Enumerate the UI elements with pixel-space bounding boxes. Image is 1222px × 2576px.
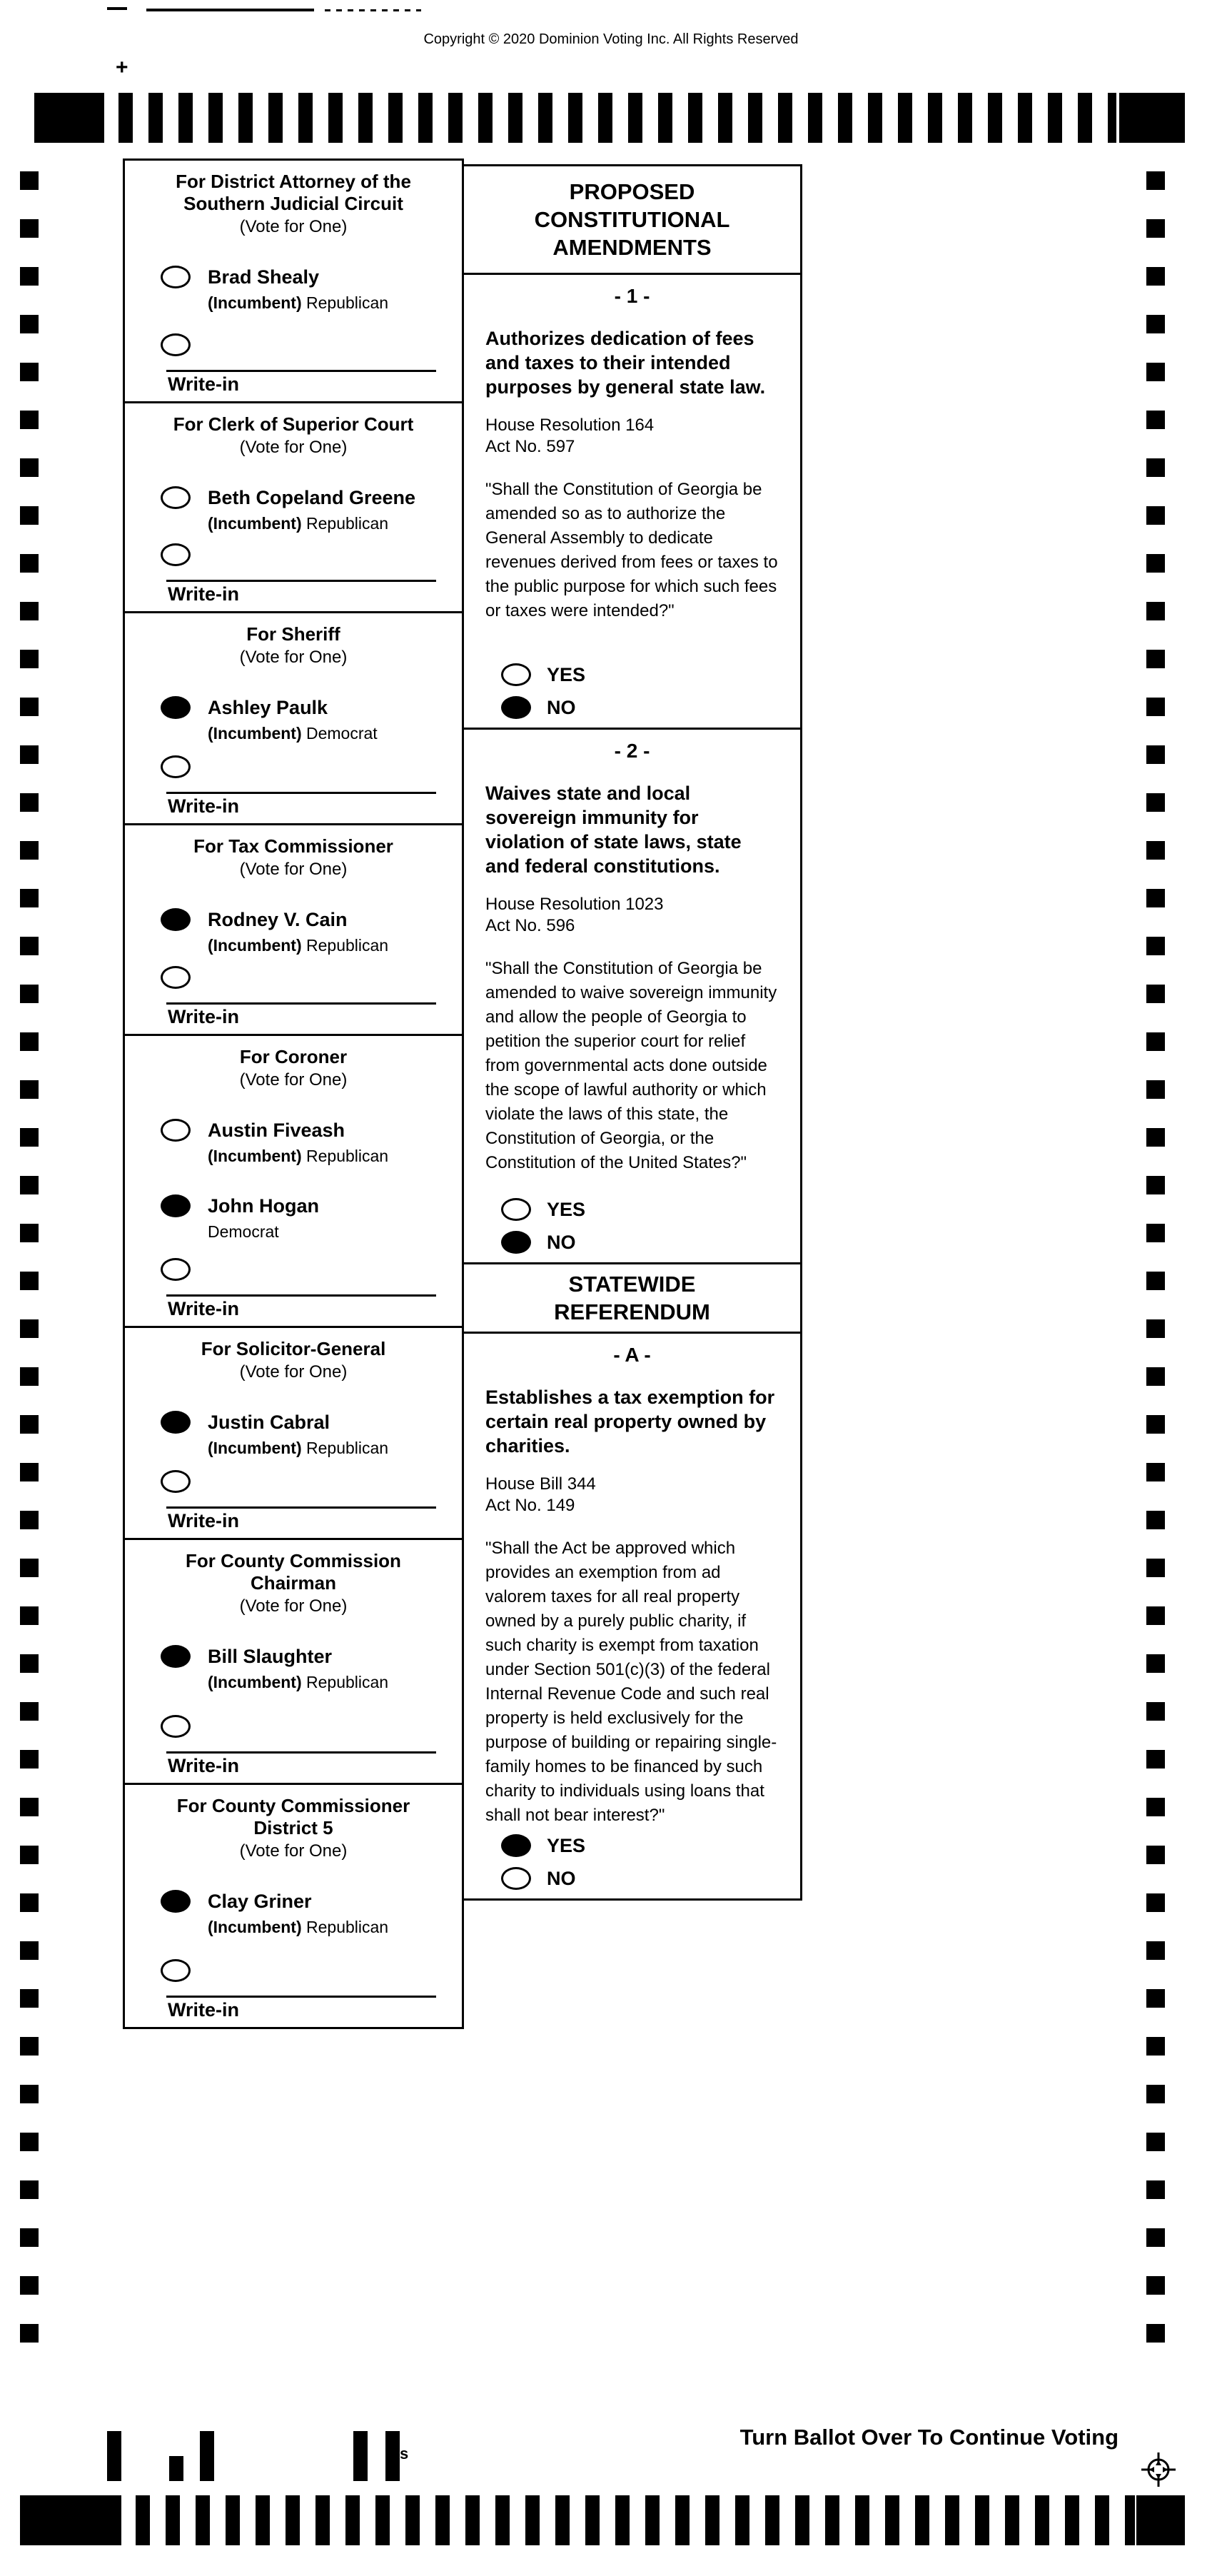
contest-county-commissioner-district-5 [123, 1783, 464, 2029]
no-bubble[interactable] [501, 1867, 531, 1890]
candidate-row [161, 1194, 462, 1242]
choice-yes [501, 1834, 779, 1857]
write-in-bubble[interactable] [161, 333, 191, 356]
contest-instruction: (Vote for One) [239, 438, 348, 457]
measure-number: - 2 - [614, 740, 650, 762]
write-in-section [125, 333, 462, 401]
fill-bubble[interactable] [161, 1645, 191, 1668]
choice-yes [501, 663, 779, 686]
contest-instruction: (Vote for One) [239, 860, 348, 879]
code-bar [169, 2456, 183, 2481]
code-bar [107, 2431, 121, 2481]
choice-no [501, 696, 779, 719]
write-in-line[interactable] [166, 370, 436, 372]
scan-artifact [325, 9, 421, 11]
candidate-party: (Incumbent) Republican [208, 1918, 389, 1936]
candidate-party: (Incumbent) Democrat [208, 724, 378, 743]
choice-no [501, 1231, 779, 1254]
candidate-row [161, 1411, 462, 1458]
candidate-name: Bill Slaughter [208, 1646, 333, 1667]
contest-title: For Clerk of Superior Court [173, 413, 414, 435]
no-bubble[interactable] [501, 1231, 531, 1254]
candidate-name: Brad Shealy [208, 266, 320, 288]
candidate-name: John Hogan [208, 1195, 319, 1217]
registration-plus-mark: + [116, 56, 128, 79]
contest-column [123, 159, 464, 2029]
write-in-line[interactable] [166, 1294, 436, 1297]
copyright-text: Copyright © 2020 Dominion Voting Inc. All Rights Reserved [423, 31, 799, 47]
no-label: NO [547, 1867, 576, 1889]
scan-artifact [107, 7, 127, 10]
write-in-bubble[interactable] [161, 755, 191, 778]
measure-question: "Shall the Constitution of Georgia be amended to waive sovereign immunity and allow the people of Georgia to petition the superior court for relief from governmental acts done outside the scope of lawful authority or which violate the laws of this state, the Constitution of Georgia, or the Constitution of the United States?" [485, 959, 777, 1172]
yes-label: YES [547, 1834, 586, 1856]
measure-question: "Shall the Constitution of Georgia be amended so as to authorize the General Assembly to dedicate revenues derived from fees or taxes to the public purpose for which such fees or taxes were intended?" [485, 480, 778, 620]
candidate-row [161, 1645, 462, 1692]
candidate-name: Justin Cabral [208, 1412, 330, 1433]
yes-bubble[interactable] [501, 1198, 531, 1221]
no-label: NO [547, 1231, 576, 1253]
contest-title: For Sheriff [246, 623, 340, 645]
turn-ballot-over-text: Turn Ballot Over To Continue Voting [739, 2425, 1119, 2450]
contest-county-commission-chairman [123, 1538, 464, 1785]
yes-bubble[interactable] [501, 1834, 531, 1857]
measure-authority: House Resolution 1023 Act No. 596 [485, 895, 664, 935]
contest-instruction: (Vote for One) [239, 217, 348, 236]
write-in-label: Write-in [168, 1298, 239, 1319]
measures-column [462, 164, 802, 1901]
contest-title: For County Commission Chairman [186, 1550, 401, 1594]
amendment-2 [462, 728, 802, 1264]
write-in-label: Write-in [168, 1006, 239, 1027]
code-bar [353, 2431, 368, 2481]
timing-block-top-left [34, 93, 104, 143]
candidate-party: (Incumbent) Republican [208, 1147, 389, 1165]
write-in-line[interactable] [166, 792, 436, 794]
candidate-name: Beth Copeland Greene [208, 487, 416, 508]
contest-solicitor-general [123, 1326, 464, 1540]
fill-bubble[interactable] [161, 696, 191, 719]
timing-block-top-right [1119, 93, 1185, 143]
candidate-party: Democrat [208, 1222, 279, 1241]
no-bubble[interactable] [501, 696, 531, 719]
yes-label: YES [547, 1198, 586, 1220]
contest-tax-commissioner [123, 823, 464, 1036]
write-in-bubble[interactable] [161, 543, 191, 566]
timing-marks-left [20, 171, 39, 2356]
write-in-bubble[interactable] [161, 1959, 191, 1982]
candidate-row [161, 1890, 462, 1937]
contest-instruction: (Vote for One) [239, 1841, 348, 1861]
write-in-line[interactable] [166, 1506, 436, 1509]
write-in-section [125, 966, 462, 1034]
write-in-section [125, 1715, 462, 1783]
write-in-line[interactable] [166, 1996, 436, 1998]
timing-marks-bottom [136, 2495, 1135, 2545]
contest-instruction: (Vote for One) [239, 1070, 348, 1090]
fill-bubble[interactable] [161, 1119, 191, 1142]
write-in-line[interactable] [166, 1751, 436, 1754]
amendments-header: PROPOSED CONSTITUTIONAL AMENDMENTS [462, 164, 802, 275]
contest-sheriff [123, 611, 464, 825]
measure-summary: Waives state and local sovereign immunity for violation of state laws, state and federal constitutions. [485, 783, 742, 877]
candidate-row [161, 1119, 462, 1166]
amendment-1 [462, 273, 802, 730]
candidate-name: Rodney V. Cain [208, 909, 348, 930]
write-in-label: Write-in [168, 373, 239, 395]
candidate-name: Clay Griner [208, 1891, 312, 1912]
fill-bubble[interactable] [161, 1194, 191, 1217]
candidate-row [161, 266, 462, 313]
write-in-bubble[interactable] [161, 1715, 191, 1738]
contest-instruction: (Vote for One) [239, 648, 348, 667]
referendum-header: STATEWIDE REFERENDUM [462, 1262, 802, 1334]
contest-instruction: (Vote for One) [239, 1362, 348, 1382]
scan-artifact [146, 9, 314, 11]
write-in-bubble[interactable] [161, 1470, 191, 1493]
contest-coroner [123, 1034, 464, 1328]
candidate-row [161, 908, 462, 955]
measure-authority: House Resolution 164 Act No. 597 [485, 416, 655, 456]
measure-number: - 1 - [614, 285, 650, 307]
yes-label: YES [547, 663, 586, 685]
timing-marks-top [118, 93, 1116, 143]
choice-no [501, 1867, 779, 1890]
write-in-section [125, 1258, 462, 1326]
registration-target-icon [1139, 2450, 1178, 2489]
yes-bubble[interactable] [501, 663, 531, 686]
fill-bubble[interactable] [161, 908, 191, 931]
measure-authority: House Bill 344 Act No. 149 [485, 1474, 596, 1515]
candidate-name: Ashley Paulk [208, 697, 328, 718]
candidate-party: (Incumbent) Republican [208, 1673, 389, 1691]
no-label: NO [547, 696, 576, 718]
candidate-name: Austin Fiveash [208, 1120, 345, 1141]
write-in-section [125, 543, 462, 611]
fill-bubble[interactable] [161, 1411, 191, 1434]
scan-artifact-glyph: s [400, 2445, 409, 2462]
code-bar [200, 2431, 214, 2481]
measure-summary: Establishes a tax exemption for certain real property owned by charities. [485, 1387, 775, 1456]
fill-bubble[interactable] [161, 486, 191, 509]
fill-bubble[interactable] [161, 1890, 191, 1913]
contest-instruction: (Vote for One) [239, 1596, 348, 1616]
contest-district-attorney [123, 159, 464, 403]
contest-title: For Solicitor-General [201, 1338, 386, 1359]
candidate-party: (Incumbent) Republican [208, 1439, 389, 1457]
candidate-party: (Incumbent) Republican [208, 293, 389, 312]
write-in-bubble[interactable] [161, 966, 191, 989]
write-in-bubble[interactable] [161, 1258, 191, 1281]
write-in-line[interactable] [166, 580, 436, 582]
contest-title: For County Commissioner District 5 [176, 1795, 410, 1838]
timing-block-bottom-right [1136, 2495, 1185, 2545]
contest-title: For Tax Commissioner [193, 835, 393, 857]
fill-bubble[interactable] [161, 266, 191, 288]
write-in-section [125, 755, 462, 823]
write-in-section [125, 1470, 462, 1538]
write-in-label: Write-in [168, 795, 239, 817]
contest-clerk-superior-court [123, 401, 464, 613]
write-in-line[interactable] [166, 1002, 436, 1005]
write-in-label: Write-in [168, 1999, 239, 2021]
candidate-party: (Incumbent) Republican [208, 514, 389, 533]
contest-title: For District Attorney of the Southern Judicial Circuit [176, 171, 411, 214]
candidate-row [161, 696, 462, 743]
contest-title: For Coroner [239, 1046, 348, 1067]
choice-yes [501, 1198, 779, 1221]
write-in-label: Write-in [168, 1510, 239, 1531]
code-bar [385, 2431, 400, 2481]
referendum-a [462, 1332, 802, 1901]
timing-marks-right [1146, 171, 1165, 2356]
write-in-label: Write-in [168, 583, 239, 605]
measure-summary: Authorizes dedication of fees and taxes to their intended purposes by general state law. [485, 328, 766, 398]
candidate-party: (Incumbent) Republican [208, 936, 389, 955]
write-in-section [125, 1959, 462, 2027]
timing-block-bottom-left [20, 2495, 121, 2545]
measure-number: - A - [613, 1344, 651, 1366]
candidate-row [161, 486, 462, 533]
write-in-label: Write-in [168, 1755, 239, 1776]
measure-question: "Shall the Act be approved which provides an exemption from ad valorem taxes for all real property owned by a purely public charity, if such charity is exempt from taxation under Section 501(c)(3) of the federal Internal Revenue Code and such real property is held exclusively for the purpose of building or repairing single-family homes to be financed by such charity to individuals using loans that shall not bear interest?" [485, 1539, 777, 1825]
